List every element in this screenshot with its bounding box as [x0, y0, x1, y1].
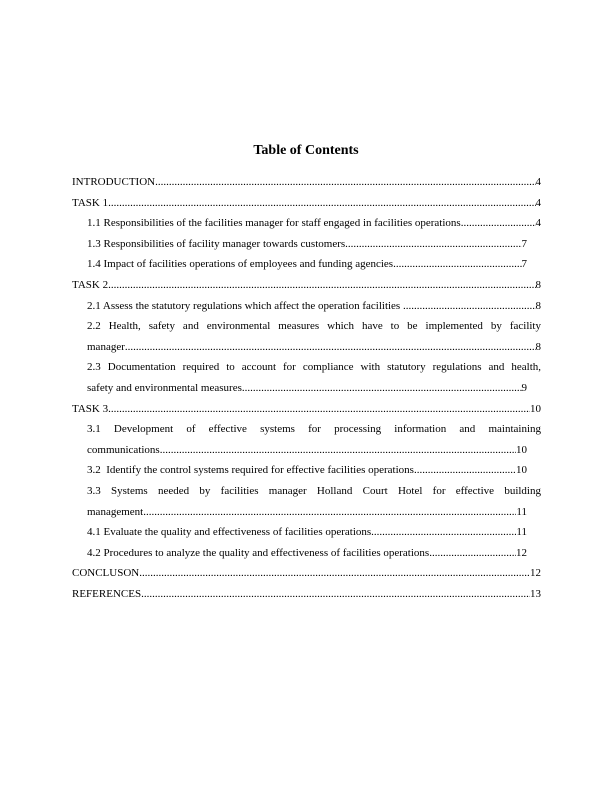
toc-entry-page: 9: [521, 381, 527, 394]
toc-entry-4-1[interactable]: [87, 522, 541, 543]
toc-entry-1-3[interactable]: [87, 234, 541, 255]
toc-entry-text: 1.4 Impact of facilities operations of employees and funding agencies: [87, 258, 394, 271]
toc-entry-text: 3.2 Identify the control systems required for effective facilities operations: [87, 464, 414, 477]
toc-entry-page: 10: [516, 464, 527, 477]
toc-entry-2-1[interactable]: [87, 296, 541, 317]
toc-entry-task-2[interactable]: [72, 275, 541, 296]
toc-entry-text: TASK 2: [72, 278, 109, 291]
toc-entry-text: manager: [87, 340, 125, 353]
toc-entry-3-2[interactable]: [87, 460, 541, 481]
toc-entry-text: TASK 3: [72, 402, 109, 415]
toc-entry-page: 7: [521, 237, 527, 250]
toc-entry-2-3[interactable]: [87, 357, 541, 398]
toc-entry-task-1[interactable]: [72, 193, 541, 214]
toc-entry-page: 7: [521, 258, 527, 271]
toc-entry-text: REFERENCES: [72, 587, 142, 600]
toc-entry-page: 12: [516, 546, 527, 559]
toc-entry-page: 11: [516, 505, 527, 518]
toc-entry-1-1[interactable]: [87, 213, 541, 234]
toc-entry-page: 11: [516, 526, 527, 539]
toc-entry-introduction[interactable]: [72, 172, 541, 193]
toc-entry-text: 2.1 Assess the statutory regulations which affect the operation facilities: [87, 299, 403, 312]
toc-entry-text: CONCLUSON: [72, 567, 140, 580]
toc-entry-text-line1: 2.3 Documentation required to account for compliance with statutory regulations and health,: [87, 361, 541, 374]
toc-entry-text: 4.1 Evaluate the quality and effectiveness of facilities operations: [87, 526, 372, 539]
toc-title: Table of Contents: [253, 143, 359, 158]
toc-entry-page: 10: [530, 402, 541, 415]
toc-entry-task-3[interactable]: [72, 399, 541, 420]
toc-entry-3-1[interactable]: [87, 419, 541, 460]
toc-entry-conclusion[interactable]: [72, 563, 541, 584]
toc-entry-page: 4: [535, 176, 541, 188]
toc-entry-text: safety and environmental measures: [87, 381, 242, 394]
toc-entry-3-3[interactable]: [87, 481, 541, 522]
toc-entry-text: 4.2 Procedures to analyze the quality and effectiveness of facilities operations: [87, 546, 430, 559]
toc-entry-text-line1: 2.2 Health, safety and environmental measures which have to be implemented by facility: [87, 320, 541, 333]
toc-entry-2-2[interactable]: [87, 316, 541, 357]
toc-entry-text: INTRODUCTION: [72, 176, 156, 188]
toc-list: [72, 172, 541, 604]
toc-entry-page: 12: [530, 567, 541, 580]
toc-entry-1-4[interactable]: [87, 254, 541, 275]
toc-entry-text-line1: 3.1 Development of effective systems for processing information and maintaining: [87, 423, 541, 436]
toc-entry-text-line1: 3.3 Systems needed by facilities manager Holland Court Hotel for effective building: [87, 484, 541, 497]
toc-entry-4-2[interactable]: [87, 543, 541, 564]
toc-entry-page: 4: [535, 217, 541, 230]
toc-entry-page: 8: [535, 340, 541, 353]
toc-entry-references[interactable]: [72, 584, 541, 605]
toc-entry-page: 13: [530, 587, 541, 600]
toc-entry-text: TASK 1: [72, 196, 109, 209]
toc-entry-text: 1.3 Responsibilities of facility manager towards customers: [87, 237, 346, 250]
toc-entry-page: 8: [535, 278, 541, 291]
toc-entry-page: 8: [535, 299, 541, 312]
toc-entry-text: communications: [87, 443, 160, 456]
toc-entry-page: 4: [535, 196, 541, 209]
toc-entry-page: 10: [516, 443, 527, 456]
toc-entry-text: 1.1 Responsibilities of the facilities manager for staff engaged in facilities operations: [87, 217, 461, 230]
toc-entry-text: management: [87, 505, 144, 518]
